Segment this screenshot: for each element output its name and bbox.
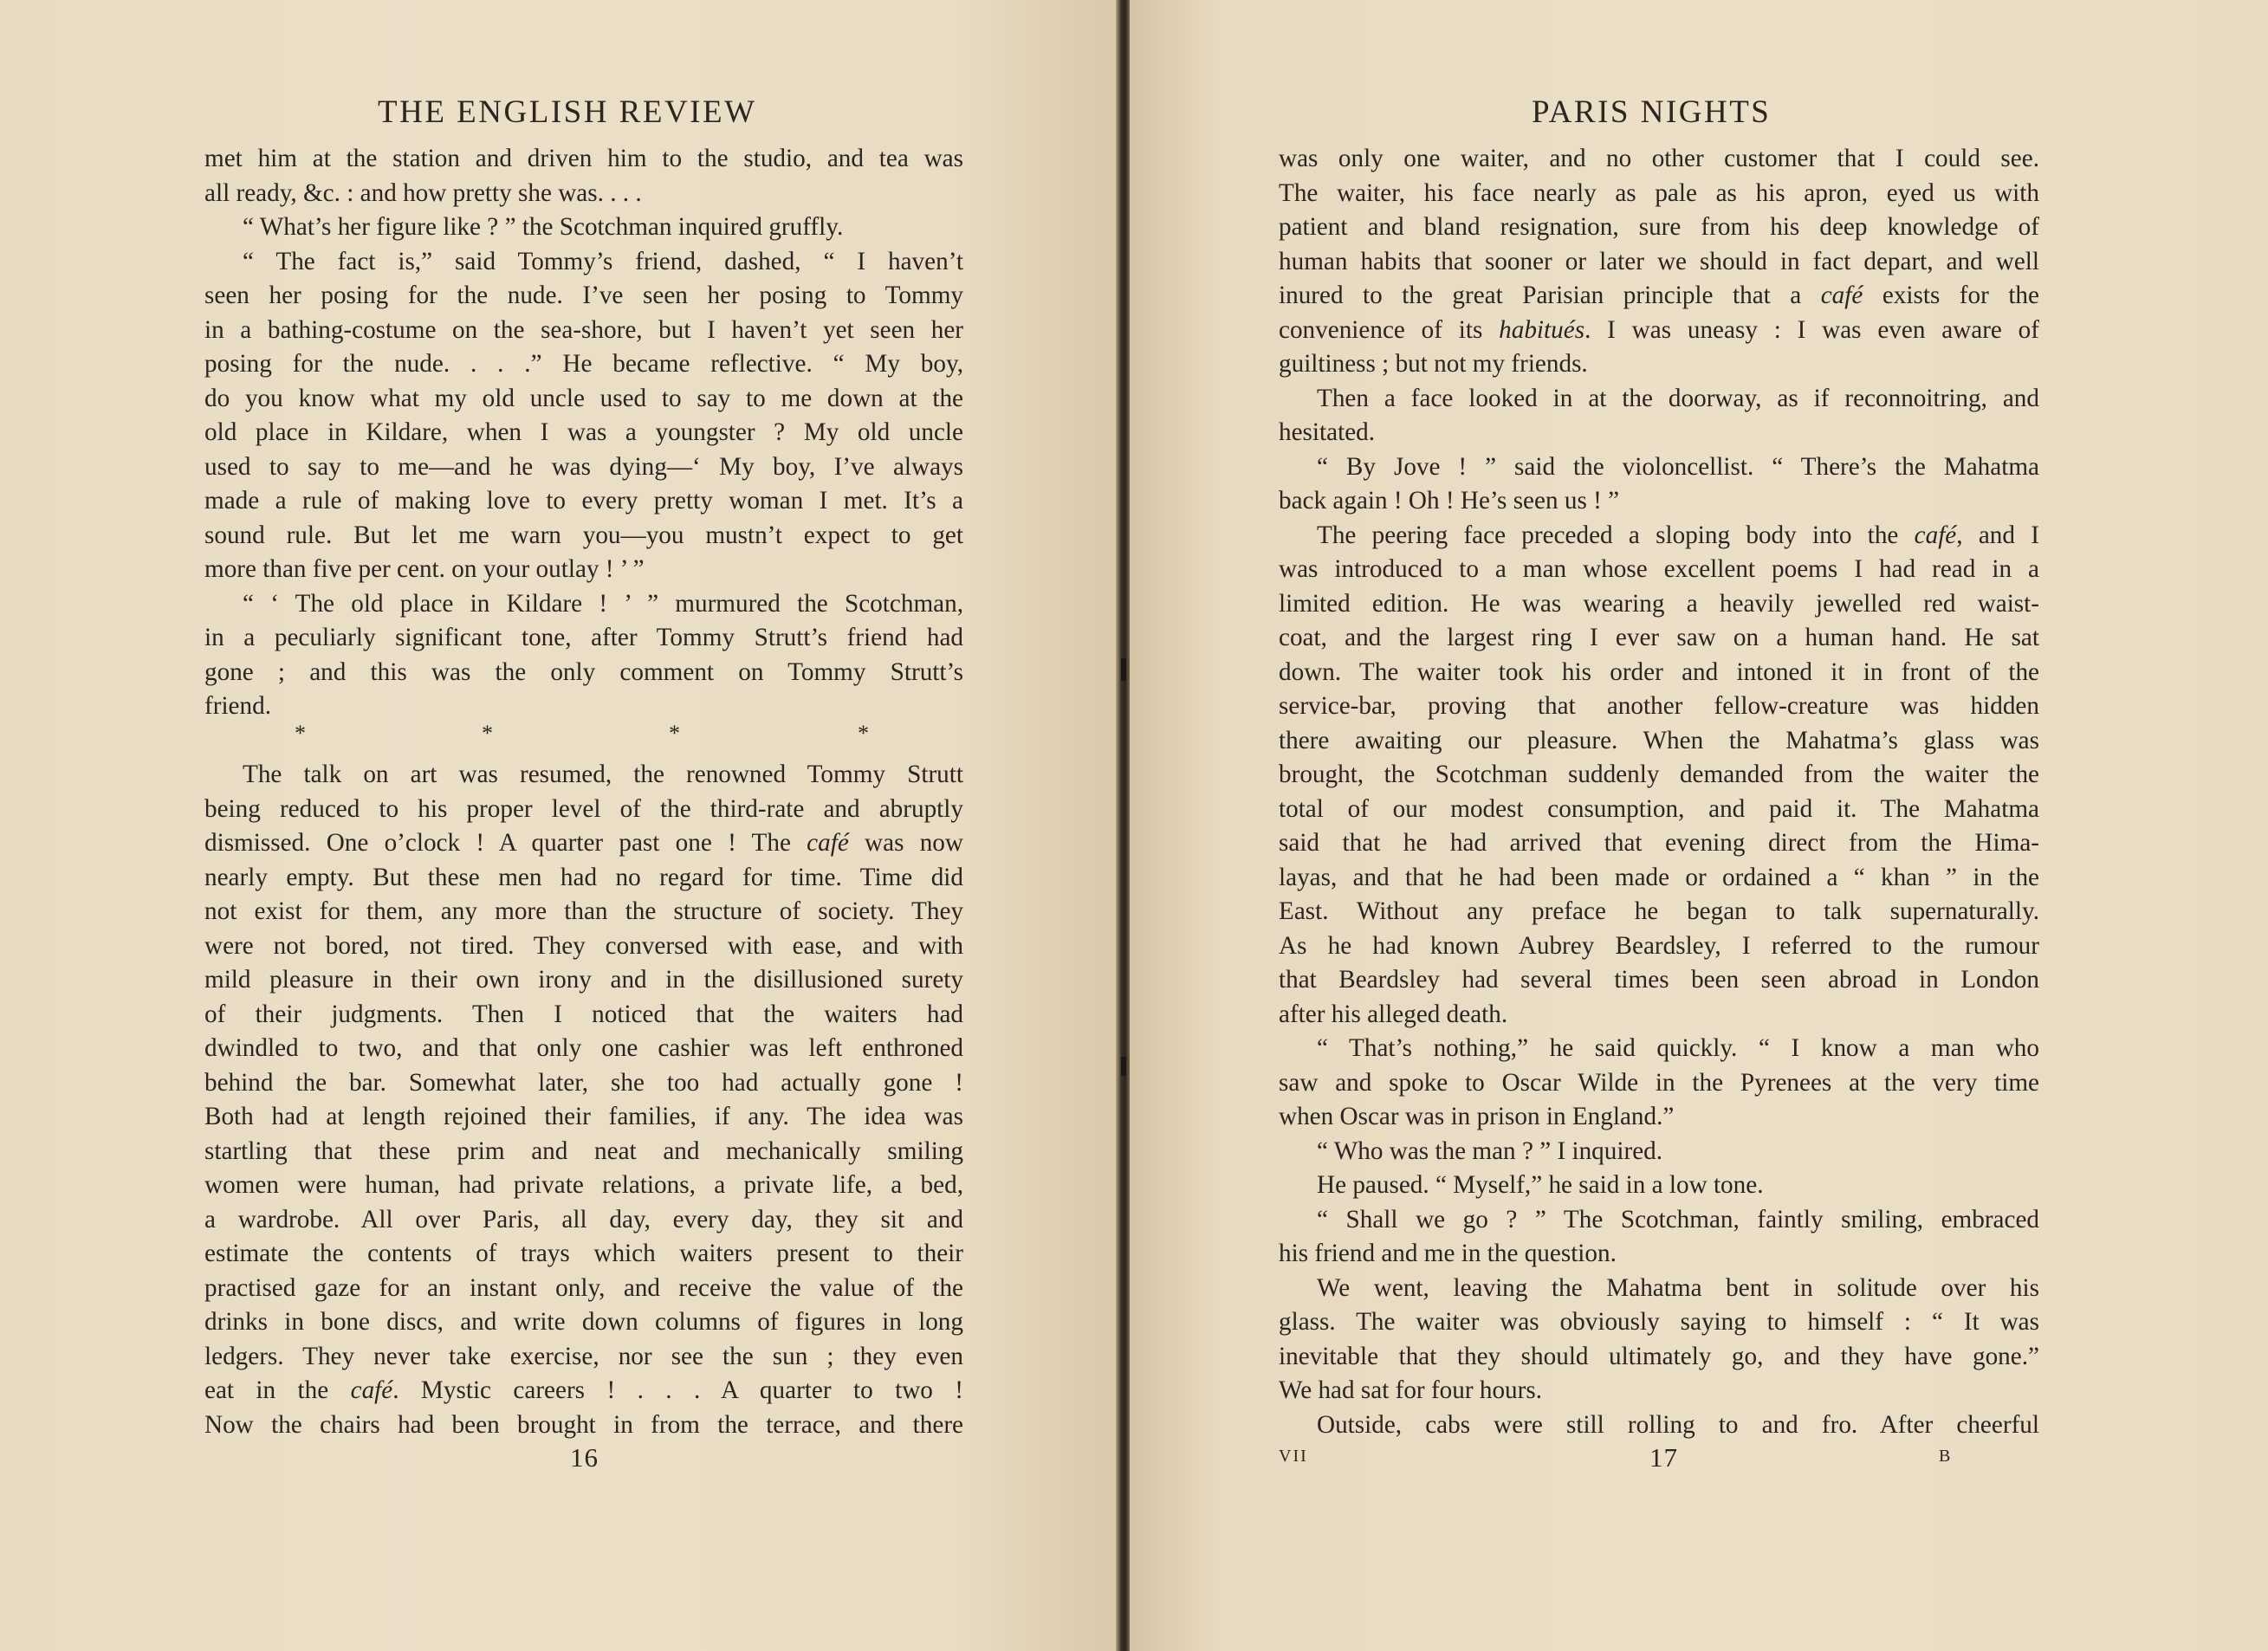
text-segment: dismissed. One o’clock ! A quarter past one ! The — [204, 829, 807, 857]
text-line: more than five per cent. on your outlay ! ’ ” — [204, 555, 645, 583]
text-line: being reduced to his proper level of the third-rate and abruptly — [204, 794, 963, 823]
text-line: mild pleasure in their own irony and in the disillusioned surety — [204, 966, 963, 994]
text-line: The waiter, his face nearly as pale as his apron, eyed us with — [1279, 178, 2039, 207]
text-line: limited edition. He was wearing a heavily jewelled red waist- — [1279, 589, 2039, 618]
text-line: behind the bar. Somewhat later, she too had actually gone ! — [204, 1068, 963, 1097]
text-line: East. Without any preface he began to talk supernaturally. — [1279, 897, 2039, 925]
text-line: “ Shall we go ? ” The Scotchman, faintly smiling, embraced — [1317, 1205, 2039, 1233]
text-line: not exist for them, any more than the structure of society. They — [204, 897, 963, 925]
section-break-asterisks — [295, 721, 901, 747]
italic-word: café — [350, 1376, 393, 1404]
text-line: in a peculiarly significant tone, after Tommy Strutt’s friend had — [204, 624, 963, 651]
italic-word: café — [1914, 521, 1957, 549]
text-line: “ Who was the man ? ” I inquired. — [1317, 1136, 1663, 1165]
text-line: He paused. “ Myself,” he said in a low tone. — [1317, 1171, 1764, 1199]
text-line: coat, and the largest ring I ever saw on a human hand. He sat — [1279, 624, 2039, 651]
text-line: sound rule. But let me warn you—you mustn’t expect to get — [204, 521, 963, 549]
text-line: met him at the station and driven him to the studio, and tea was — [204, 145, 963, 172]
text-line: all ready, &c. : and how pretty she was. . . . — [204, 178, 642, 207]
text-segment: was now — [848, 829, 963, 857]
text-line: said that he had arrived that evening direct from the Hima- — [1279, 829, 2039, 857]
text-line: was introduced to a man whose excellent poems I had read in a — [1279, 555, 2039, 583]
text-line: nearly empty. But these men had no regard for time. Time did — [204, 863, 963, 891]
text-line: down. The waiter took his order and intoned it in front of the — [1279, 657, 2039, 686]
right-page — [1130, 0, 2268, 1651]
text-line: women were human, had private relations, a private life, a bed, — [204, 1171, 963, 1199]
text-line: Outside, cabs were still rolling to and fro. After cheerful — [1317, 1410, 2039, 1439]
text-line: were not bored, not tired. They conversed with ease, and with — [204, 931, 963, 960]
binding-stitch — [1121, 658, 1126, 681]
binding-stitch — [1121, 1057, 1126, 1076]
text-segment: . I was uneasy : I was even aware of — [1584, 315, 2039, 344]
italic-word: habitués — [1499, 315, 1585, 344]
text-line: that Beardsley had several times been seen abroad in London — [1279, 966, 2039, 994]
signature-volume-mark: VII — [1279, 1447, 1308, 1466]
text-line — [1279, 314, 2039, 348]
left-page — [0, 0, 1123, 1651]
left-running-head: THE ENGLISH REVIEW — [378, 94, 757, 130]
text-line: dwindled to two, and that only one cashier was left enthroned — [204, 1034, 963, 1062]
text-line: total of our modest consumption, and paid it. The Mahatma — [1279, 794, 2039, 823]
left-page-number: 16 — [570, 1442, 599, 1473]
text-line: layas, and that he had been made or ordained a “ khan ” in the — [1279, 863, 2039, 891]
text-line: old place in Kildare, when I was a youngster ? My old uncle — [204, 418, 963, 446]
text-line — [204, 1374, 963, 1408]
text-line: of their judgments. Then I noticed that the waiters had — [204, 1000, 963, 1028]
text-line: made a rule of making love to every pretty woman I met. It’s a — [204, 487, 963, 515]
text-segment: inured to the great Parisian principle that a — [1279, 282, 1821, 309]
text-line: when Oscar was in prison in England.” — [1279, 1103, 1675, 1130]
right-running-head: PARIS NIGHTS — [1532, 94, 1772, 130]
text-line: patient and bland resignation, sure from his deep knowledge of — [1279, 213, 2039, 241]
asterisk: * — [482, 721, 493, 746]
text-line — [1279, 279, 2039, 314]
text-line: was only one waiter, and no other customer that I could see. — [1279, 145, 2039, 172]
text-line: guiltiness ; but not my friends. — [1279, 350, 1588, 378]
text-line: As he had known Aubrey Beardsley, I referred to the rumour — [1279, 931, 2039, 960]
text-line: seen her posing for the nude. I’ve seen her posing to Tommy — [204, 282, 963, 309]
text-segment: , and I — [1956, 521, 2039, 549]
right-page-body — [1279, 142, 2039, 1442]
text-line: saw and spoke to Oscar Wilde in the Pyrenees at the very time — [1279, 1068, 2039, 1097]
italic-word: café — [1820, 282, 1863, 309]
text-segment: exists for the — [1863, 282, 2039, 309]
text-line: practised gaze for an instant only, and receive the value of the — [204, 1273, 963, 1302]
text-line: We went, leaving the Mahatma bent in solitude over his — [1317, 1273, 2039, 1302]
asterisk: * — [295, 721, 306, 746]
left-text-before-break — [204, 142, 963, 724]
text-line: back again ! Oh ! He’s seen us ! ” — [1279, 487, 1620, 515]
text-line: in a bathing-costume on the sea-shore, but I haven’t yet seen her — [204, 315, 963, 344]
text-line: startling that these prim and neat and mechanically smiling — [204, 1136, 963, 1165]
text-line: there awaiting our pleasure. When the Mahatma’s glass was — [1279, 726, 2039, 754]
italic-word: café — [807, 829, 849, 857]
text-segment: The peering face preceded a sloping body into the — [1317, 521, 1915, 549]
text-line: hesitated. — [1279, 418, 1376, 446]
right-text — [1279, 142, 2039, 1442]
text-line — [204, 826, 963, 861]
text-line: “ By Jove ! ” said the violoncellist. “ There’s the Mahatma — [1317, 452, 2039, 481]
text-line: “ That’s nothing,” he said quickly. “ I know a man who — [1317, 1034, 2039, 1062]
text-line: Then a face looked in at the doorway, as if reconnoitring, and — [1317, 384, 2039, 412]
text-line: brought, the Scotchman suddenly demanded from the waiter the — [1279, 761, 2039, 788]
text-line: friend. — [204, 692, 271, 720]
text-line: “ The fact is,” said Tommy’s friend, dashed, “ I haven’t — [243, 247, 963, 275]
text-line: “ ‘ The old place in Kildare ! ’ ” murmured the Scotchman, — [243, 589, 963, 618]
right-page-number: 17 — [1649, 1442, 1678, 1473]
text-line: ledgers. They never take exercise, nor see the sun ; they even — [204, 1342, 963, 1370]
text-line: The talk on art was resumed, the renowned Tommy Strutt — [243, 761, 963, 788]
asterisk: * — [858, 721, 869, 746]
text-line — [1279, 519, 2039, 554]
text-line: do you know what my old uncle used to say to me down at the — [204, 384, 963, 412]
text-line: inevitable that they should ultimately go, and they have gone.” — [1279, 1342, 2039, 1370]
text-line: We had sat for four hours. — [1279, 1376, 1543, 1404]
text-line: his friend and me in the question. — [1279, 1240, 1617, 1267]
text-line: posing for the nude. . . .” He became reflective. “ My boy, — [204, 350, 963, 378]
text-line: gone ; and this was the only comment on Tommy Strutt’s — [204, 657, 963, 686]
text-line: estimate the contents of trays which waiters present to their — [204, 1240, 963, 1267]
text-line: a wardrobe. All over Paris, all day, every day, they sit and — [204, 1205, 963, 1233]
text-line: after his alleged death. — [1279, 1000, 1508, 1028]
signature-letter-mark: B — [1939, 1447, 1953, 1466]
left-text-after-break — [204, 758, 963, 1442]
text-line: used to say to me—and he was dying—‘ My boy, I’ve always — [204, 452, 963, 481]
asterisk: * — [669, 721, 680, 746]
text-line: service-bar, proving that another fellow-creature was hidden — [1279, 692, 2039, 720]
text-line: Now the chairs had been brought in from the terrace, and there — [204, 1410, 963, 1439]
text-line: human habits that sooner or later we should in fact depart, and well — [1279, 247, 2039, 275]
text-segment: eat in the — [204, 1376, 351, 1404]
text-line: glass. The waiter was obviously saying to himself : “ It was — [1279, 1308, 2039, 1336]
text-line: Both had at length rejoined their families, if any. The idea was — [204, 1103, 963, 1130]
left-page-body — [204, 142, 963, 1442]
text-line: drinks in bone discs, and write down columns of figures in long — [204, 1308, 963, 1336]
text-line: “ What’s her figure like ? ” the Scotchman inquired gruffly. — [243, 213, 844, 241]
text-segment: . Mystic careers ! . . . A quarter to two ! — [392, 1376, 963, 1404]
text-segment: convenience of its — [1279, 315, 1500, 344]
